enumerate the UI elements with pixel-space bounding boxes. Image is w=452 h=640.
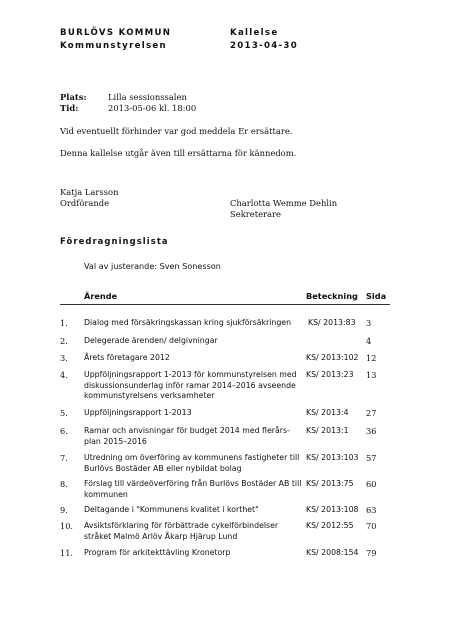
secretary-role: Sekreterare — [230, 209, 282, 219]
item-number: 10. — [60, 521, 74, 531]
item-reference: KS/ 2013:1 — [306, 426, 349, 435]
place-label: Plats: — [60, 92, 87, 102]
document-date: 2013-04-30 — [230, 41, 298, 51]
item-reference: KS/ 2013:75 — [306, 479, 354, 488]
item-title: Ramar och anvisningar för budget 2014 med flerårs-plan 2015–2016 — [84, 426, 290, 446]
item-page: 3 — [366, 318, 372, 328]
distribution-note: Denna kallelse utgår även till ersättarna för kännedom. — [60, 148, 297, 158]
item-number: 2. — [60, 336, 68, 346]
item-title: Utredning om överföring av kommunens fastigheter till Burlövs Bostäder AB eller nybildat bolag — [84, 453, 300, 473]
item-title: Program för arkitekttävling Kronetorp — [84, 548, 231, 557]
org-name: BURLÖVS KOMMUN — [60, 28, 172, 38]
item-number: 5. — [60, 408, 68, 418]
chair-name: Katja Larsson — [60, 187, 119, 197]
adjuster-line: Val av justerande: Sven Sonesson — [84, 261, 221, 271]
item-number: 11. — [60, 548, 74, 558]
item-reference: KS/ 2013:83 — [308, 318, 356, 327]
item-reference: KS/ 2008:154 — [306, 548, 359, 557]
department-name: Kommunstyrelsen — [60, 41, 167, 51]
item-page: 70 — [366, 521, 377, 531]
item-number: 8. — [60, 479, 68, 489]
item-title: Uppföljningsrapport 1-2013 — [84, 408, 192, 417]
item-reference: KS/ 2013:23 — [306, 370, 354, 379]
item-title: Avsiktsförklaring för förbättrade cykelförbindelser stråket Malmö Arlöv Åkarp Hjärup Lund — [84, 521, 279, 541]
chair-role: Ordförande — [60, 198, 110, 208]
column-header-reference: Beteckning — [306, 291, 358, 301]
time-value: 2013-05-06 kl. 18:00 — [108, 103, 197, 113]
item-title: Uppföljningsrapport 1-2013 för kommunstyrelsen med diskussionsunderlag inför ramar 2014–2016 avseende kommunstyrelsens verksamheter — [84, 370, 297, 400]
item-title: Årets företagare 2012 — [84, 353, 170, 362]
place-value: Lilla sessionssalen — [108, 92, 187, 102]
item-page: 63 — [366, 505, 377, 515]
item-number: 4. — [60, 370, 68, 380]
item-title: Förslag till värdeöverföring från Burlövs Bostäder AB till kommunen — [84, 479, 302, 499]
item-page: 12 — [366, 353, 377, 363]
item-page: 57 — [366, 453, 377, 463]
item-title: Deltagande i "Kommunens kvalitet i korthet" — [84, 505, 259, 514]
item-title: Dialog med försäkringskassan kring sjukförsäkringen — [84, 318, 292, 327]
item-page: 60 — [366, 479, 377, 489]
item-page: 13 — [366, 370, 377, 380]
item-number: 3. — [60, 353, 68, 363]
item-reference: KS/ 2013:4 — [306, 408, 349, 417]
item-page: 79 — [366, 548, 377, 558]
column-header-item: Ärende — [84, 291, 118, 301]
header-rule — [60, 304, 390, 305]
item-page: 27 — [366, 408, 377, 418]
secretary-name: Charlotta Wemme Dehlin — [230, 198, 338, 208]
item-title: Delegerade ärenden/ delgivningar — [84, 336, 218, 345]
item-page: 4 — [366, 336, 372, 346]
item-number: 1. — [60, 318, 68, 328]
item-number: 6. — [60, 426, 68, 436]
item-reference: KS/ 2013:108 — [306, 505, 359, 514]
agenda-heading: Föredragningslista — [60, 236, 169, 246]
document-type: Kallelse — [230, 28, 279, 38]
substitute-note: Vid eventuellt förhinder var god meddela Er ersättare. — [60, 126, 293, 136]
time-label: Tid: — [60, 103, 79, 113]
column-header-page: Sida — [366, 291, 387, 301]
item-reference: KS/ 2012:55 — [306, 521, 354, 530]
item-number: 7. — [60, 453, 68, 463]
item-number: 9. — [60, 505, 68, 515]
item-page: 36 — [366, 426, 377, 436]
item-reference: KS/ 2013:102 — [306, 353, 359, 362]
item-reference: KS/ 2013:103 — [306, 453, 359, 462]
